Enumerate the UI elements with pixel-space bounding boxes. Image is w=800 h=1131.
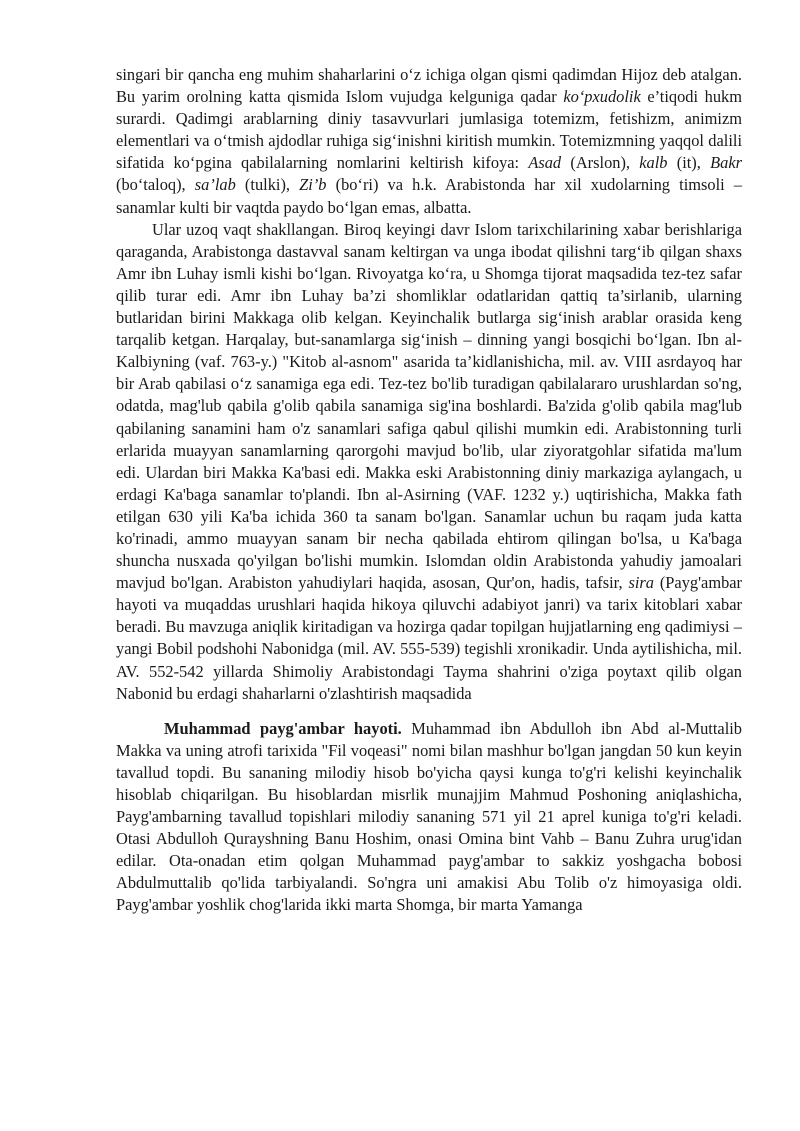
text-run: (bo‘taloq), xyxy=(116,175,195,195)
paragraph-1 xyxy=(116,64,742,219)
italic-term: Bakr xyxy=(710,153,742,173)
italic-term: ko‘pxudolik xyxy=(563,87,641,107)
section-heading: Muhammad payg'ambar hayoti. xyxy=(164,718,402,738)
italic-term: kalb xyxy=(639,153,668,173)
text-run: Ular uzoq vaqt shakllangan. Biroq keyingi davr Islom tarixchilarining xabar berishlariga qaraganda, Arabistonga dastavval sanam keltirgan va unga ibodat qilishni targ‘ib qilgan shaxs Amr ibn Luhay ismli kishi bo‘lgan. Rivoyatga ko‘ra, u Shomga tijorat maqsadida tez-tez safar qilib turar edi. Amr ibn Luhay ba’zi shomliklar odatlaridan qattiq ta’sirlanib, ularning butlaridan birini Makkaga olib kelgan. Keyinchalik butlarga sig‘inish arablar orasida keng tarqalib ketgan. Harqalay, but-sanamlarga sig‘inish – dinning yangi bosqichi bo‘lgan. Ibn al-Kalbiyning (vaf. 763-y.) "Kitob al-asnom" asarida ta’kidlanishicha, mil. av. VIII asrdayoq har bir Arab qabilasi o‘z sanamiga ega edi. Tez-tez bo'lib turadigan qabilalararo urushlardan so'ng, odatda, mag'lub qabila g'olib qabila sanamiga sig'ina boshlardi. Ba'zida g'olib qabila mag'lub qabilaning sanamini ham o'z sanamlari safiga qabul qilishi mumkin edi. Arabistonning turli erlarida muayyan sanamlarning qarorgohi mavjud bo'lib, ular ziyoratgohlar sifatida ma'lum edi. Ulardan biri Makka Ka'basi edi. Makka eski Arabistonning diniy markaziga aylangach, u erdagi Ka'baga sanamlar to'plandi. Ibn al-Asirning (VAF. 1232 y.) uqtirishicha, Makka fath etilgan 630 yili Ka'ba ichida 360 ta sanam bo'lgan. Sanamlar uchun bu raqam juda katta ko'rinadi, ammo muayyan sanam bir necha qabilada ehtirom qilingan bo'lsa, u Ka'baga shuncha nusxada qo'yilgan bo'lishi mumkin. Islomdan oldin Arabistonda yahudiy jamoalari mavjud bo'lgan. Arabiston yahudiylari haqida, asosan, Qur'on, hadis, tafsir, xyxy=(116,219,742,593)
italic-term: sa’lab xyxy=(194,175,236,195)
text-run: e’tiqodi hukm surardi. Qadimgi arablarning diniy tasavvurlari jumlasiga totemizm, fetishizm, animizm elementlari va o‘tmish ajdodlar ruhiga sig‘inishni kiritish mumkin. Totemizmning yaqqol dalili sifatida ko‘pgina qabilalarning nomlarini keltirish kifoya: xyxy=(116,87,742,173)
text-run: singari bir qancha eng muhim shaharlarini o‘z ichiga olgan qismi qadimdan Hijoz deb atalgan. Bu yarim orolning katta qismida Islom vujudga kelguniga qadar xyxy=(116,65,742,107)
italic-term: Asad xyxy=(528,153,562,173)
document-page xyxy=(116,64,742,917)
text-run: (it), xyxy=(667,153,711,173)
italic-term: Zi’b xyxy=(299,175,327,195)
paragraph-2 xyxy=(116,219,742,705)
text-run: (Payg'ambar hayoti va muqaddas urushlari haqida hikoya qiluvchi adabiyot janri) va tarix kitoblari xabar beradi. Bu mavzuga aniqlik kiritadigan va hozirga qadar topilgan hujjatlarning eng qadimiysi – yangi Bobil podshohi Nabonidga (mil. AV. 555-539) tegishli xronikadir. Unda aytilishicha, mil. AV. 552-542 yillarda Shimoliy Arabistondagi Tayma shahrini o'ziga poytaxt qilib olgan Nabonid bu erdagi shaharlarni o'zlashtirish maqsadida xyxy=(116,573,742,703)
text-run: (bo‘ri) va h.k. Arabistonda har xil xudolarning timsoli – sanamlar kulti bir vaqtda paydo bo‘lgan emas, albatta. xyxy=(116,175,743,217)
italic-term: sira xyxy=(628,573,654,593)
paragraph-3 xyxy=(116,718,742,917)
text-run: (tulki), xyxy=(235,175,300,195)
text-run: (Arslon), xyxy=(561,153,640,173)
text-run: Muhammad ibn Abdulloh ibn Abd al-Muttalib Makka va uning atrofi tarixida "Fil voqeasi" nomi bilan mashhur bo'lgan jangdan 50 kun keyin tavallud topdi. Bu sananing milodiy hisob bo'yicha qaysi kunga to'g'ri kelishi keyinchalik hisoblab chiqarilgan. Bu hisoblardan misrlik munajjim Mahmud Poshoning aniqlashicha, Payg'ambarning tavallud topishlari milodiy sananing 571 yil 21 aprel kuniga to'g'ri keladi. Otasi Abdulloh Qurayshning Banu Hoshim, onasi Omina bint Vahb – Banu Zuhra urug'idan edilar. Ota-onadan etim qolgan Muhammad payg'ambar to sakkiz yoshgacha bobosi Abdulmuttalib qo'lida tarbiyalandi. So'ngra uni amakisi Abu Tolib o'z himoyasiga oldi. Payg'ambar yoshlik chog'larida ikki marta Shomga, bir marta Yamanga xyxy=(116,718,742,915)
